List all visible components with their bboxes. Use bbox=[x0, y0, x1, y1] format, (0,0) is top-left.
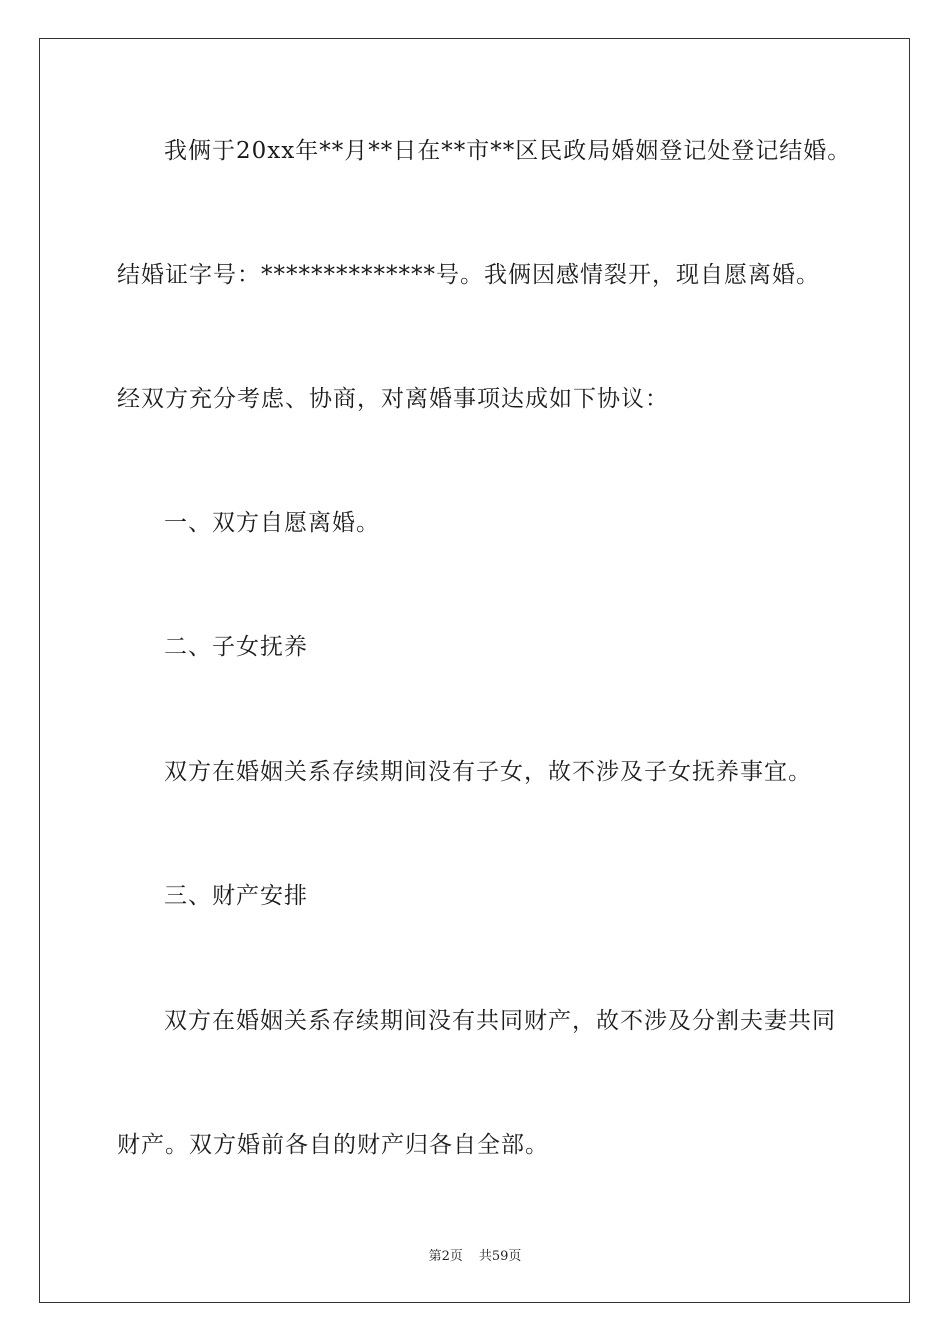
paragraph-property-line2: 财产。双方婚前各自的财产归各自全部。 bbox=[117, 1132, 549, 1158]
page-footer bbox=[0, 1245, 950, 1264]
page-number: 第2页 bbox=[428, 1249, 463, 1264]
paragraph-registration: 我俩于20xx年**月**日在**市**区民政局婚姻登记处登记结婚。 bbox=[164, 138, 852, 164]
paragraph-agreement-intro: 经双方充分考虑、协商，对离婚事项达成如下协议： bbox=[117, 386, 669, 412]
section-heading-2: 二、子女抚养 bbox=[164, 634, 308, 660]
page-border bbox=[39, 38, 910, 1303]
total-pages: 共59页 bbox=[478, 1249, 522, 1264]
section-heading-3: 三、财产安排 bbox=[164, 883, 308, 909]
section-heading-1: 一、双方自愿离婚。 bbox=[164, 510, 380, 536]
paragraph-children: 双方在婚姻关系存续期间没有子女，故不涉及子女抚养事宜。 bbox=[164, 759, 812, 785]
paragraph-certificate: 结婚证字号：**************号。我俩因感情裂开，现自愿离婚。 bbox=[117, 262, 820, 288]
paragraph-property-line1: 双方在婚姻关系存续期间没有共同财产，故不涉及分割夫妻共同 bbox=[164, 1008, 836, 1034]
